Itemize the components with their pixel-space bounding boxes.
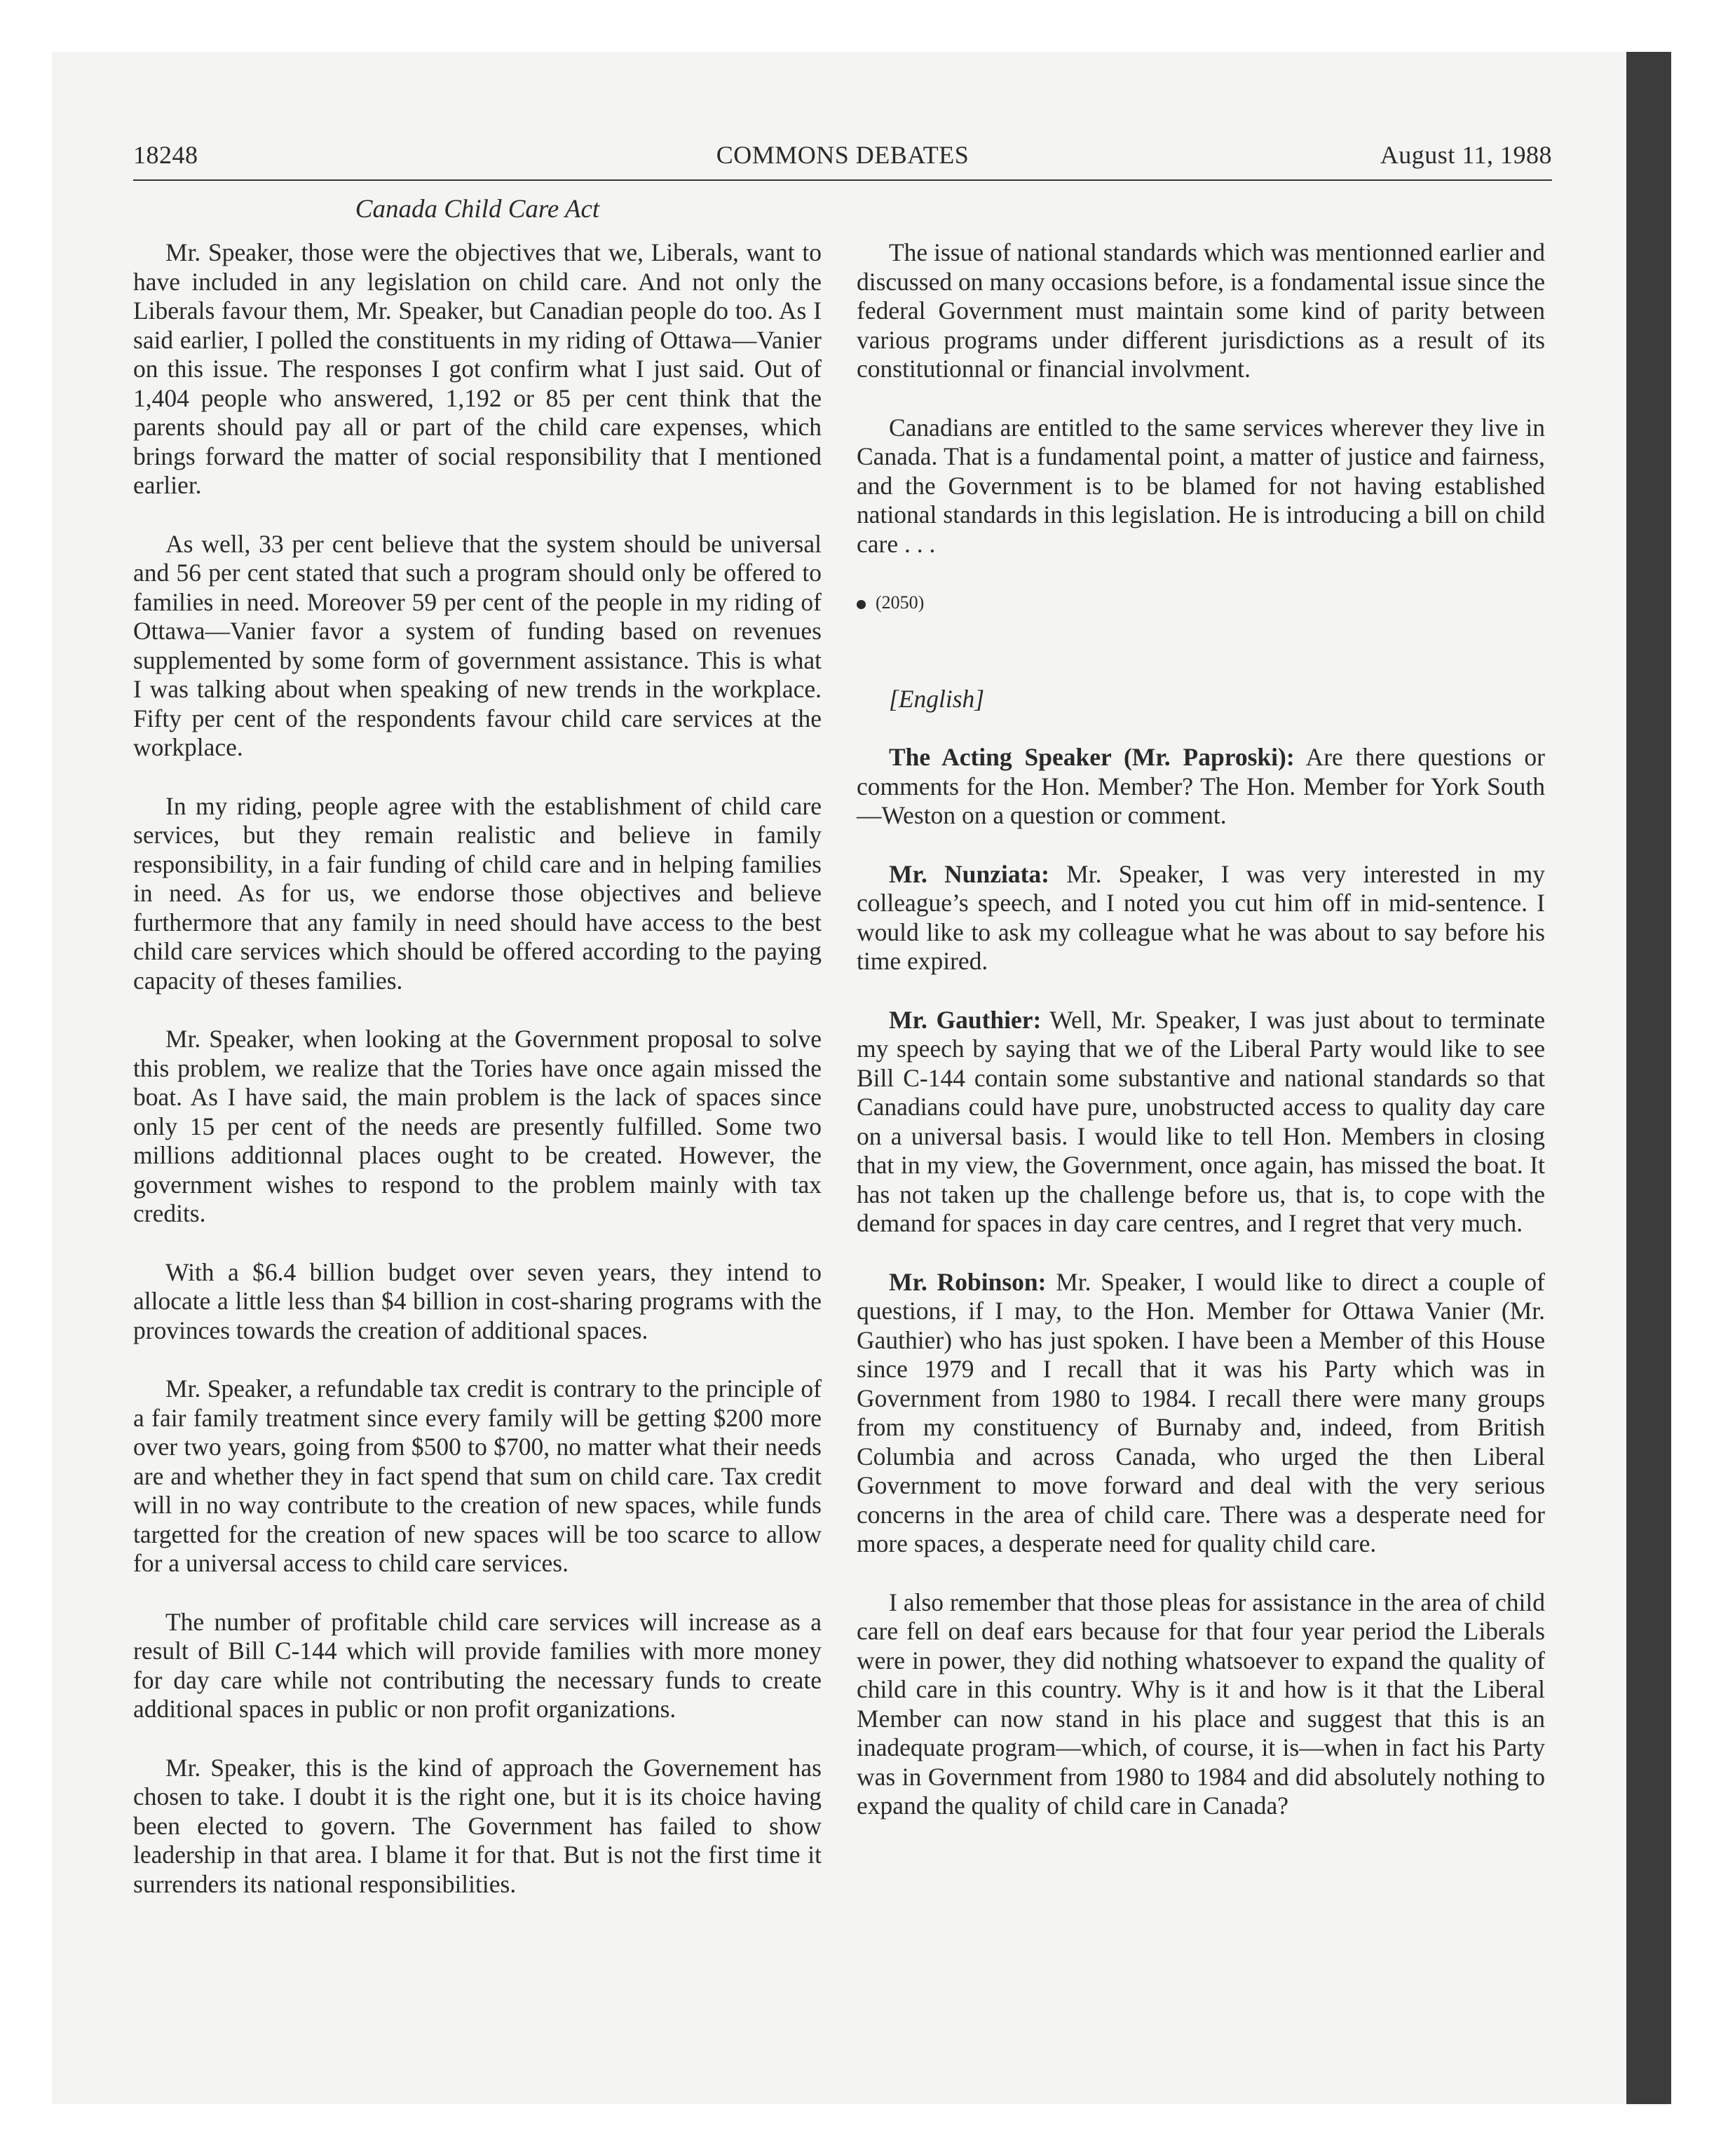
speech-acting-speaker bbox=[857, 743, 1545, 831]
paragraph: I also remember that those pleas for assistance in the area of child care fell on deaf ears because for that four year period the Liberals were in power, they did nothing whatsoever to expand the quality of child care in this country. Why is it and how is it that the Liberal Member can now stand in his place and suggest that this is an inadequate program—which, of course, it is—when in fact his Party was in Government from 1980 to 1984 and did absolutely nothing to expand the quality of child care in Canada? bbox=[857, 1588, 1545, 1820]
time-marker bbox=[857, 588, 1545, 618]
speech-text: Mr. Speaker, I would like to direct a couple of questions, if I may, to the Hon. Member for Ottawa Vanier (Mr. Gauthier) who has just spoken. I have been a Member of this House since 1979 and I recall that it was his Party which was in Government from 1980 to 1984. I recall there were many groups from my constituency of Burnaby and, indeed, from British Columbia and across Canada, who urged the then Liberal Government to move forward and deal with the very serious concerns in the area of child care. There was a desperate need for more spaces, a desperate need for quality child care. bbox=[857, 1267, 1546, 1557]
speech-gauthier bbox=[857, 1006, 1545, 1239]
paragraph: The issue of national standards which was mentionned earlier and discussed on many occasions before, is a fondamental issue since the federal Government must maintain some kind of parity between various programs under different jurisdictions as a result of its constitutionnal or financial involvment. bbox=[857, 238, 1545, 383]
paragraph: Mr. Speaker, a refundable tax credit is contrary to the principle of a fair family treatment since every family will be getting $200 more over two years, going from $500 to $700, no matter what their needs are and whether they in fact spend that sum on child care. Tax credit will in no way contribute to the creation of new spaces, while funds targetted for the creation of new spaces will be too scarce to allow for a universal access to child care services. bbox=[133, 1374, 822, 1577]
right-column bbox=[857, 238, 1545, 1850]
header-date: August 11, 1988 bbox=[1380, 141, 1552, 169]
paragraph: As well, 33 per cent believe that the system should be universal and 56 per cent stated that such a program should only be offered to families in need. Moreover 59 per cent of the people in my riding of Ottawa—Vanier favor a system of funding based on revenues supplemented by some form of government assistance. This is what I was talking about when speaking of new trends in the workplace. Fifty per cent of the respondents favour child care services at the workplace. bbox=[133, 529, 822, 761]
publication-title: COMMONS DEBATES bbox=[716, 141, 969, 169]
scan-edge-shadow bbox=[1626, 52, 1671, 2104]
speaker-name: Mr. Gauthier: bbox=[889, 1005, 1042, 1034]
speaker-name: Mr. Nunziata: bbox=[889, 859, 1049, 888]
speech-text: Well, Mr. Speaker, I was just about to terminate my speech by saying that we of the Liberal Party would like to see Bill C-144 contain some substantive and national standards so that Canadians could have pure, unobstructed access to quality day care on a universal basis. I would like to tell Hon. Members in closing that in my view, the Government, once again, has missed the boat. It has not taken up the challenge before us, that is, to cope with the demand for spaces in day care centres, and I regret that very much. bbox=[857, 1005, 1545, 1237]
speaker-name: Mr. Robinson: bbox=[889, 1267, 1047, 1296]
speech-text: Mr. Speaker, I was very interested in my colleague’s speech, and I noted you cut him off in mid-sentence. I would like to ask my colleague what he was about to say before his time expired. bbox=[857, 859, 1545, 975]
paragraph: In my riding, people agree with the establishment of child care services, but they remain realistic and believe in family responsibility, in a fair funding of child care and in helping families in need. As for us, we endorse those objectives and believe furthermore that any family in need should have access to the best child care services which should be offered according to the paying capacity of theses families. bbox=[133, 791, 822, 995]
section-title: Canada Child Care Act bbox=[355, 195, 600, 224]
paragraph: The number of profitable child care services will increase as a result of Bill C-144 which will provide families with more money for day care while not contributing the necessary funds to create additional spaces in public or non profit organizations. bbox=[133, 1607, 822, 1723]
speech-robinson bbox=[857, 1268, 1545, 1559]
paragraph: With a $6.4 billion budget over seven years, they intend to allocate a little less than $4 billion in cost-sharing programs with the provinces towards the creation of additional spaces. bbox=[133, 1257, 822, 1344]
document-page bbox=[133, 140, 1552, 2075]
speech-text: Are there questions or comments for the Hon. Member? The Hon. Member for York South—Weston on a question or comment. bbox=[857, 743, 1545, 829]
page-number: 18248 bbox=[133, 141, 198, 169]
language-tag: [English] bbox=[889, 684, 985, 713]
paragraph: Mr. Speaker, this is the kind of approach the Governement has chosen to take. I doubt it is the right one, but it is its choice having been elected to govern. The Government has failed to show leadership in that area. I blame it for that. But is not the first time it surrenders its national responsibilities. bbox=[133, 1753, 822, 1898]
paragraph: Canadians are entitled to the same services wherever they live in Canada. That is a fundamental point, a matter of justice and fairness, and the Government is to be blamed for not having established national standards in this legislation. He is introducing a bill on child care . . . bbox=[857, 413, 1545, 558]
speaker-name: The Acting Speaker (Mr. Paproski): bbox=[889, 743, 1295, 771]
bullet-icon bbox=[857, 600, 866, 609]
paragraph: Mr. Speaker, when looking at the Government proposal to solve this problem, we realize that the Tories have once again missed the boat. As I have said, the main problem is the lack of spaces since only 15 per cent of the needs are presently fulfilled. Some two millions additionnal places ought to be created. However, the government wishes to respond to the problem mainly with tax credits. bbox=[133, 1025, 822, 1227]
speech-nunziata bbox=[857, 860, 1545, 976]
left-column bbox=[133, 193, 822, 1928]
paragraph: Mr. Speaker, those were the objectives that we, Liberals, want to have included in any legislation on child care. And not only the Liberals favour them, Mr. Speaker, but Canadian people do too. As I said earlier, I polled the constituents in my riding of Ottawa—Vanier on this issue. The responses I got confirm what I just said. Out of 1,404 people who answered, 1,192 or 85 per cent think that the parents should pay all or part of the child care expenses, which brings forward the matter of social responsibility that I mentioned earlier. bbox=[133, 238, 822, 499]
page-header bbox=[133, 140, 1552, 181]
time-marker-text: (2050) bbox=[876, 592, 925, 613]
